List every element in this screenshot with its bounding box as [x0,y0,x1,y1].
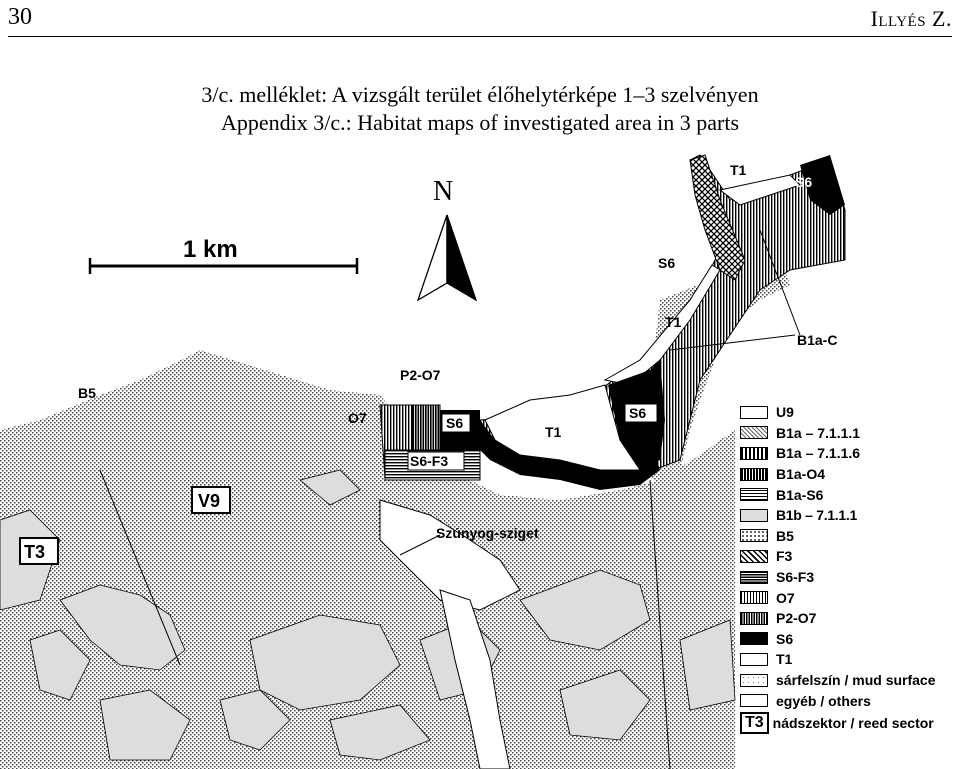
p2o7-block [412,405,440,450]
legend-item: egyéb / others [740,690,960,711]
label-t1-mid: T1 [665,314,682,330]
label-o7: O7 [348,410,367,426]
legend-item: U9 [740,402,960,423]
label-p2o7: P2-O7 [400,367,441,383]
label-b1a-pointer: B1a-C [797,332,838,348]
legend-item: B1a-S6 [740,484,960,505]
legend-reed-box: T3 [740,712,769,734]
legend-item: S6 [740,629,960,650]
label-t1-top: T1 [730,162,747,178]
legend-item: B1a – 7.1.1.1 [740,423,960,444]
label-s6f3: S6-F3 [410,453,449,469]
label-b5: B5 [78,385,96,401]
legend-reed [740,711,960,735]
label-t3: T3 [24,542,46,562]
label-s6-right: S6 [629,405,647,421]
legend-item: B1a-O4 [740,464,960,485]
legend-item: T1 [740,649,960,670]
label-s6-inner: S6 [446,415,464,431]
legend-item: B1b – 7.1.1.1 [740,505,960,526]
legend-item: B1a – 7.1.1.6 [740,443,960,464]
page-number: 30 [8,4,32,30]
scale-label: 1 km [183,236,238,263]
label-s6-mid: S6 [658,255,676,271]
legend-reed-label: nádszektor / reed sector [772,714,934,731]
legend [740,402,960,735]
north-arrow [418,176,476,300]
north-label: N [433,176,454,207]
caption-english: Appendix 3/c.: Habitat maps of investigated area in 3 parts [220,110,740,135]
legend-item: P2-O7 [740,608,960,629]
caption-hungarian: 3/c. melléklet: A vizsgált terület élőhelytérképe 1–3 szelvényen [201,82,759,107]
legend-item: O7 [740,587,960,608]
legend-item: S6-F3 [740,567,960,588]
label-s6-top: S6 [795,174,813,190]
legend-item: B5 [740,526,960,547]
running-head: Illyés Z. [870,6,952,31]
legend-item: F3 [740,546,960,567]
label-t1-center: T1 [545,424,562,440]
label-island: Szúnyog-sziget [436,525,539,541]
legend-item: sárfelszín / mud surface [740,670,960,691]
label-v9: V9 [198,491,221,511]
header-rule [8,36,952,37]
scale-bar [90,236,357,274]
